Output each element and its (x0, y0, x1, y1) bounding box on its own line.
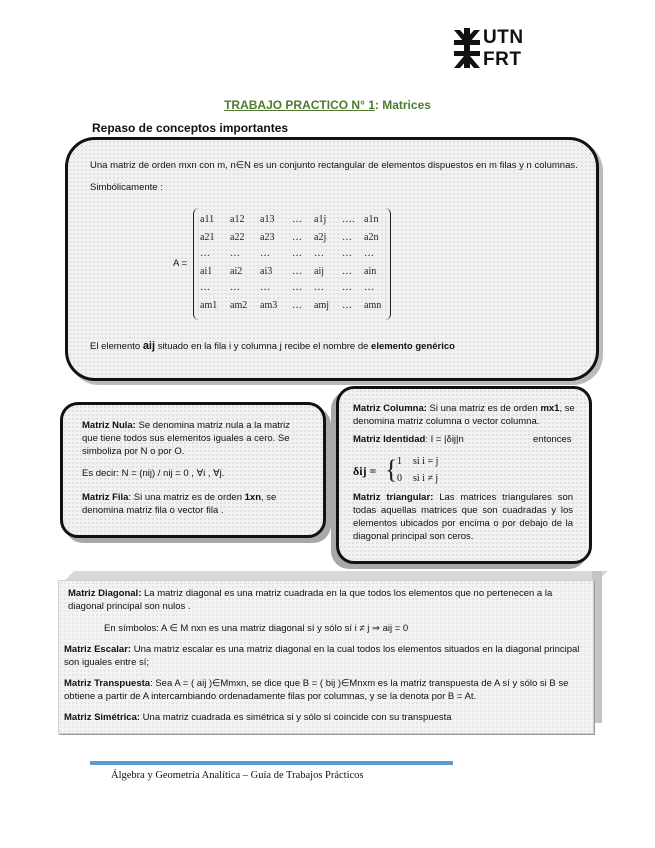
transpose-matrix-text: Matriz Transpuesta: Sea A = ( aij )∈Mmxn, se dice que B = ( bij )∈Mnxm es la matriz transpuesta de A sí y sólo si B se obtiene a partir de A intercambiando ordenadamente filas por columnas, y se la denota por B = At. (64, 678, 569, 702)
diagonal-symbols: En símbolos: A ∈ M nxn es una matriz diagonal sí y sólo sí i ≠ j ⇒ aij = 0 (104, 623, 409, 634)
null-matrix-text: Matriz Nula: Se denomina matriz nula a la matriz que tiene todos sus elementos iguales a cero. Se simboliza por N o por O. (82, 420, 291, 457)
symbolic-label: Simbólicamente : (90, 182, 163, 193)
triangular-matrix-text: Matriz triangular: Las matrices triangulares son todas aquellas matrices que son cuadradas y los elementos ubicados por encima o por debajo de la diagonal principal son ceros. (353, 492, 574, 542)
footer-text: Álgebra y Geometría Analítica – Guía de Trabajos Prácticos (111, 770, 364, 781)
matrix-label: A = (173, 258, 187, 269)
title-suffix: : Matrices (374, 98, 431, 112)
kronecker-delta: δij = { 1 si i = j 0 si i ≠ j (353, 455, 439, 484)
scalar-matrix-text: Matriz Escalar: Una matriz escalar es una matriz diagonal en la cual todos los elementos situados en la diagonal principal son iguales entre sí; (64, 644, 580, 668)
logo-line-utn: UTN (483, 27, 524, 48)
generic-matrix: a11 a12 a13 … a1j …. a1n a21 a22 a23 … a2j … a2n … … … … … … … ai1 ai2 ai3 … aij … ain … … … … … … … am1 am2 am3 … amj … amn (193, 208, 391, 320)
diagonal-matrix-text: Matriz Diagonal: La matriz diagonal es una matriz cuadrada en la que todos los elementos que no pertenecen a la diagonal principal son nulos . (68, 588, 553, 612)
utn-frt-logo (452, 26, 532, 72)
column-matrix-text: Matriz Columna: Si una matriz es de orden mx1, se denomina matriz columna o vector columna. (353, 403, 575, 427)
logo-line-frt: FRT (483, 49, 522, 70)
title-main: TRABAJO PRACTICO N° 1 (224, 98, 375, 112)
page-title (0, 98, 655, 112)
identity-matrix-text: Matriz Identidad: I = |δij|n entonces (353, 434, 572, 445)
null-matrix-formula: Es decir: N = (nij) / nij = 0 , ∀i , ∀j. (82, 468, 225, 479)
generic-element-text: El elemento aij situado en la fila i y columna j recibe el nombre de elemento genérico (90, 340, 455, 352)
section-subtitle: Repaso de conceptos importantes (92, 121, 289, 135)
utn-emblem-icon (452, 26, 482, 70)
definition-intro: Una matriz de orden mxn con m, n∈N es un conjunto rectangular de elementos dispuestos en m filas y n columnas. (90, 160, 578, 171)
row-matrix-text: Matriz Fila: Si una matriz es de orden 1xn, se denomina matriz fila o vector fila . (82, 492, 277, 516)
symmetric-matrix-text: Matriz Simétrica: Una matriz cuadrada es simétrica si y sólo sí coincide con su transpuesta (64, 712, 452, 723)
footer-divider (90, 761, 453, 765)
